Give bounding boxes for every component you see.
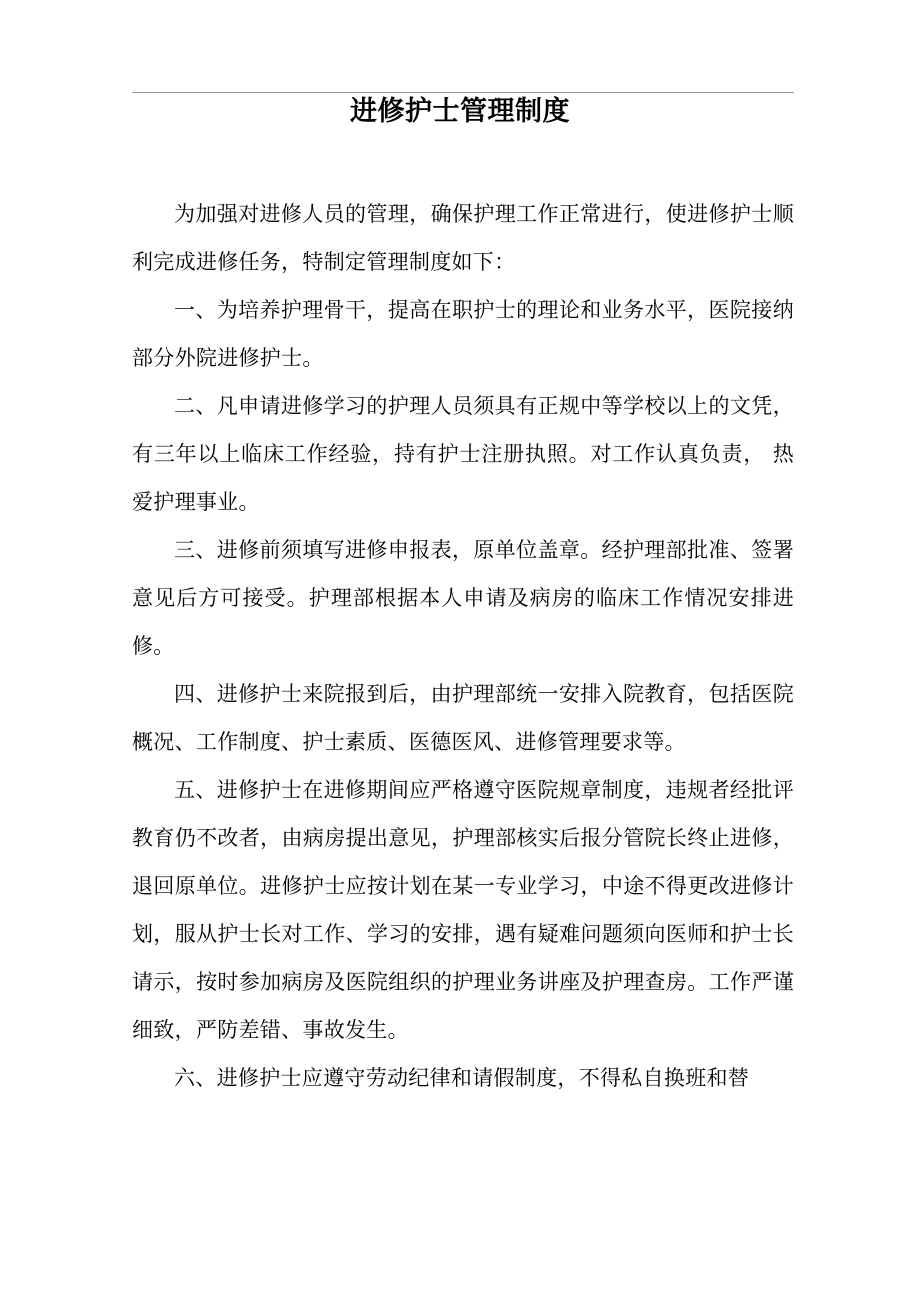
clause-2-paragraph: 二、凡申请进修学习的护理人员须具有正规中等学校以上的文凭，有三年以上临床工作经验，持有护士注册执照。对工作认真负责， 热爱护理事业。	[132, 394, 794, 514]
document-title: 进修护士管理制度	[350, 96, 570, 127]
clause-3-paragraph: 三、进修前须填写进修申报表，原单位盖章。经护理部批准、签署意见后方可接受。护理部根据本人申请及病房的临床工作情况安排进修。	[132, 538, 794, 658]
clause-1-paragraph: 一、为培养护理骨干，提高在职护士的理论和业务水平，医院接纳部分外院进修护士。	[132, 298, 794, 370]
intro-paragraph: 为加强对进修人员的管理，确保护理工作正常进行，使进修护士顺利完成进修任务，特制定管理制度如下：	[132, 202, 794, 274]
document-body	[132, 190, 794, 1102]
clause-5-paragraph: 五、进修护士在进修期间应严格遵守医院规章制度，违规者经批评教育仍不改者，由病房提出意见，护理部核实后报分管院长终止进修，退回原单位。进修护士应按计划在某一专业学习，中途不得更改进修计划，服从护士长对工作、学习的安排，遇有疑难问题须向医师和护士长请示，按时参加病房及医院组织的护理业务讲座及护理查房。工作严谨细致，严防差错、事故发生。	[132, 778, 794, 1042]
clause-6-paragraph: 六、进修护士应遵守劳动纪律和请假制度，不得私自换班和替	[174, 1066, 750, 1090]
clause-4-paragraph: 四、进修护士来院报到后，由护理部统一安排入院教育，包括医院概况、工作制度、护士素质、医德医风、进修管理要求等。	[132, 682, 794, 754]
